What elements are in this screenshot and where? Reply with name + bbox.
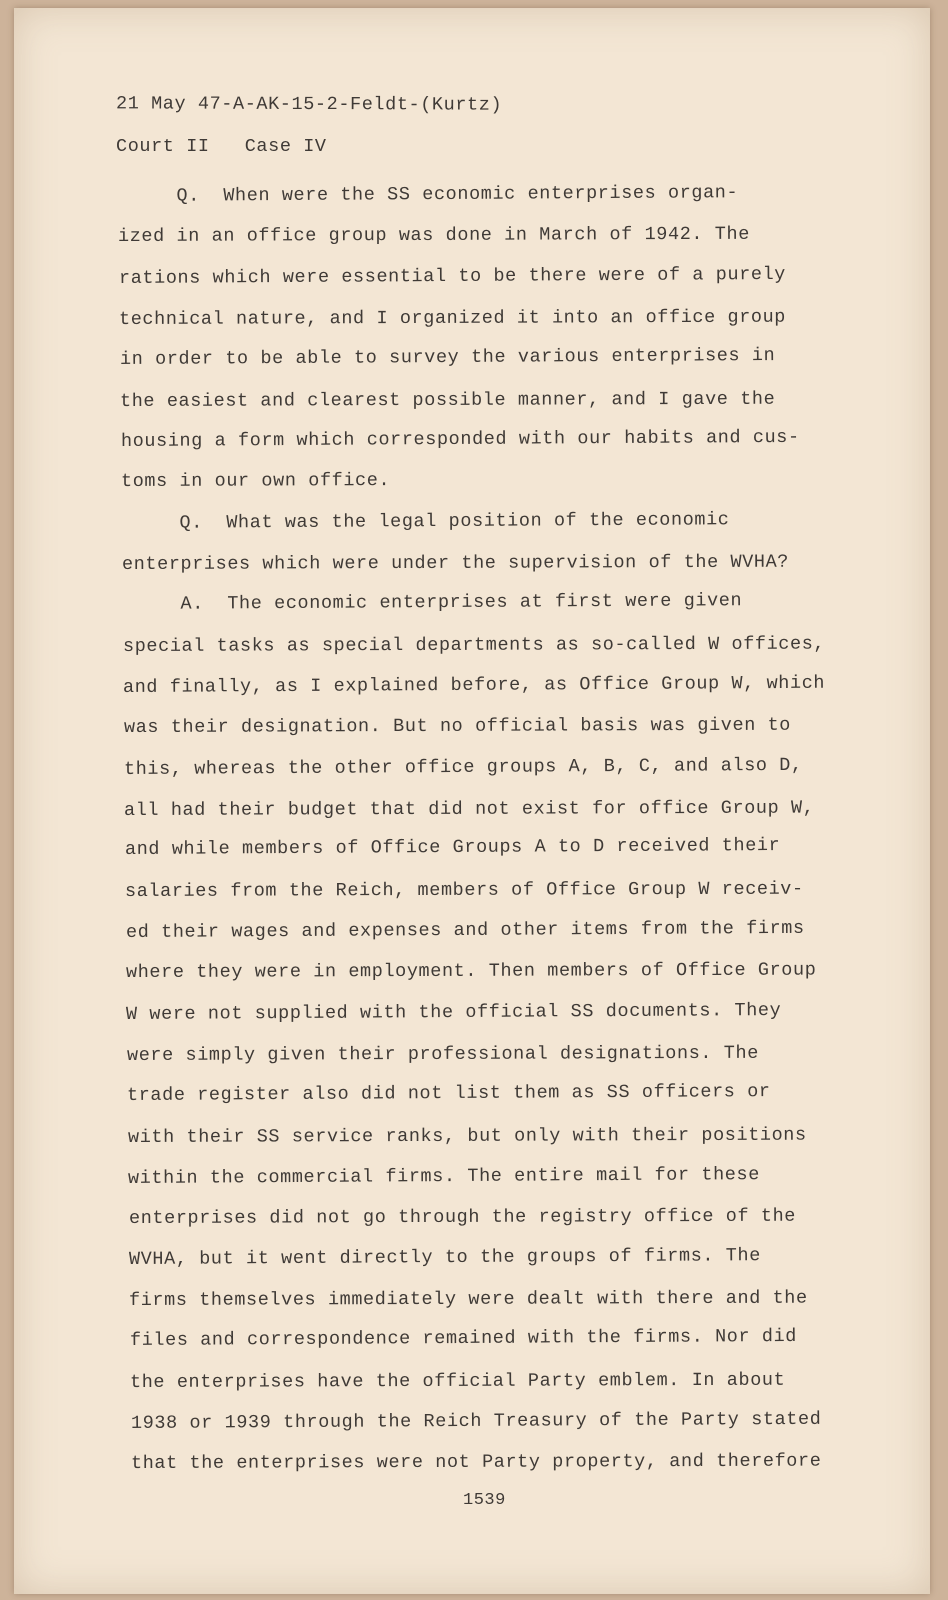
transcript-line: were simply given their professional designations. The <box>126 1042 759 1066</box>
transcript-line: housing a form which corresponded with our habits and cus- <box>120 427 800 453</box>
transcript-line: enterprises which were under the supervision of the WVHA? <box>121 551 789 576</box>
transcript-line: this, whereas the other office groups A, B, C, and also D, <box>123 754 803 780</box>
transcript-line: salaries from the Reich, members of Office Group W receiv- <box>125 878 804 903</box>
transcript-line: Q. What was the legal position of the economic <box>121 509 730 535</box>
transcript-line: the enterprises have the official Party emblem. In about <box>130 1369 786 1394</box>
transcript-line: 1938 or 1939 through the Reich Treasury of the Party stated <box>130 1408 822 1434</box>
transcript-line: technical nature, and I organized it into an office group <box>119 306 787 330</box>
transcript-line: WVHA, but it went directly to the groups of firms. The <box>128 1245 761 1271</box>
header-court-case: Court II Case IV <box>116 136 327 157</box>
transcript-line: that the enterprises were not Party property, and therefore <box>130 1450 822 1474</box>
transcript-line: with their SS service ranks, but only with their positions <box>127 1124 807 1148</box>
transcript-line: ed their wages and expenses and other items from the firms <box>125 918 805 944</box>
transcript-line: all had their budget that did not exist for office Group W, <box>124 797 815 821</box>
transcript-line: the easiest and clearest possible manner, and I gave the <box>120 388 776 412</box>
transcript-line: special tasks as special departments as so-called W offices, <box>122 633 825 657</box>
transcript-line: firms themselves immediately were dealt with there and the <box>129 1287 809 1312</box>
transcript-line: where they were in employment. Then members of Office Group <box>125 959 817 984</box>
transcript-line: ized in an office group was done in March of 1942. The <box>118 223 751 247</box>
transcript-line: within the commercial firms. The entire mail for these <box>128 1163 761 1189</box>
header-reference: 21 May 47-A-AK-15-2-Feldt-(Kurtz) <box>115 93 503 116</box>
transcript-line: in order to be able to survey the various enterprises in <box>119 344 776 370</box>
transcript-line: enterprises did not go through the registry office of the <box>128 1205 796 1229</box>
transcript-line: A. The economic enterprises at first were given <box>122 590 743 615</box>
transcript-line: and finally, as I explained before, as Office Group W, which <box>122 672 826 698</box>
transcript-line: W were not supplied with the official SS documents. They <box>126 999 782 1025</box>
transcript-line: files and correspondence remained with the firms. Nor did <box>129 1326 797 1352</box>
transcript-line: rations which were essential to be there were of a purely <box>118 263 786 289</box>
document-page <box>14 8 930 1594</box>
transcript-line: Q. When were the SS economic enterprises organ- <box>117 182 739 207</box>
transcript-line: was their designation. But no official basis was given to <box>123 714 791 738</box>
transcript-line: toms in our own office. <box>120 470 391 493</box>
transcript-line: and while members of Office Groups A to D received their <box>124 835 781 861</box>
page-number: 1539 <box>463 1491 506 1510</box>
transcript-line: trade register also did not list them as SS officers or <box>127 1080 771 1106</box>
